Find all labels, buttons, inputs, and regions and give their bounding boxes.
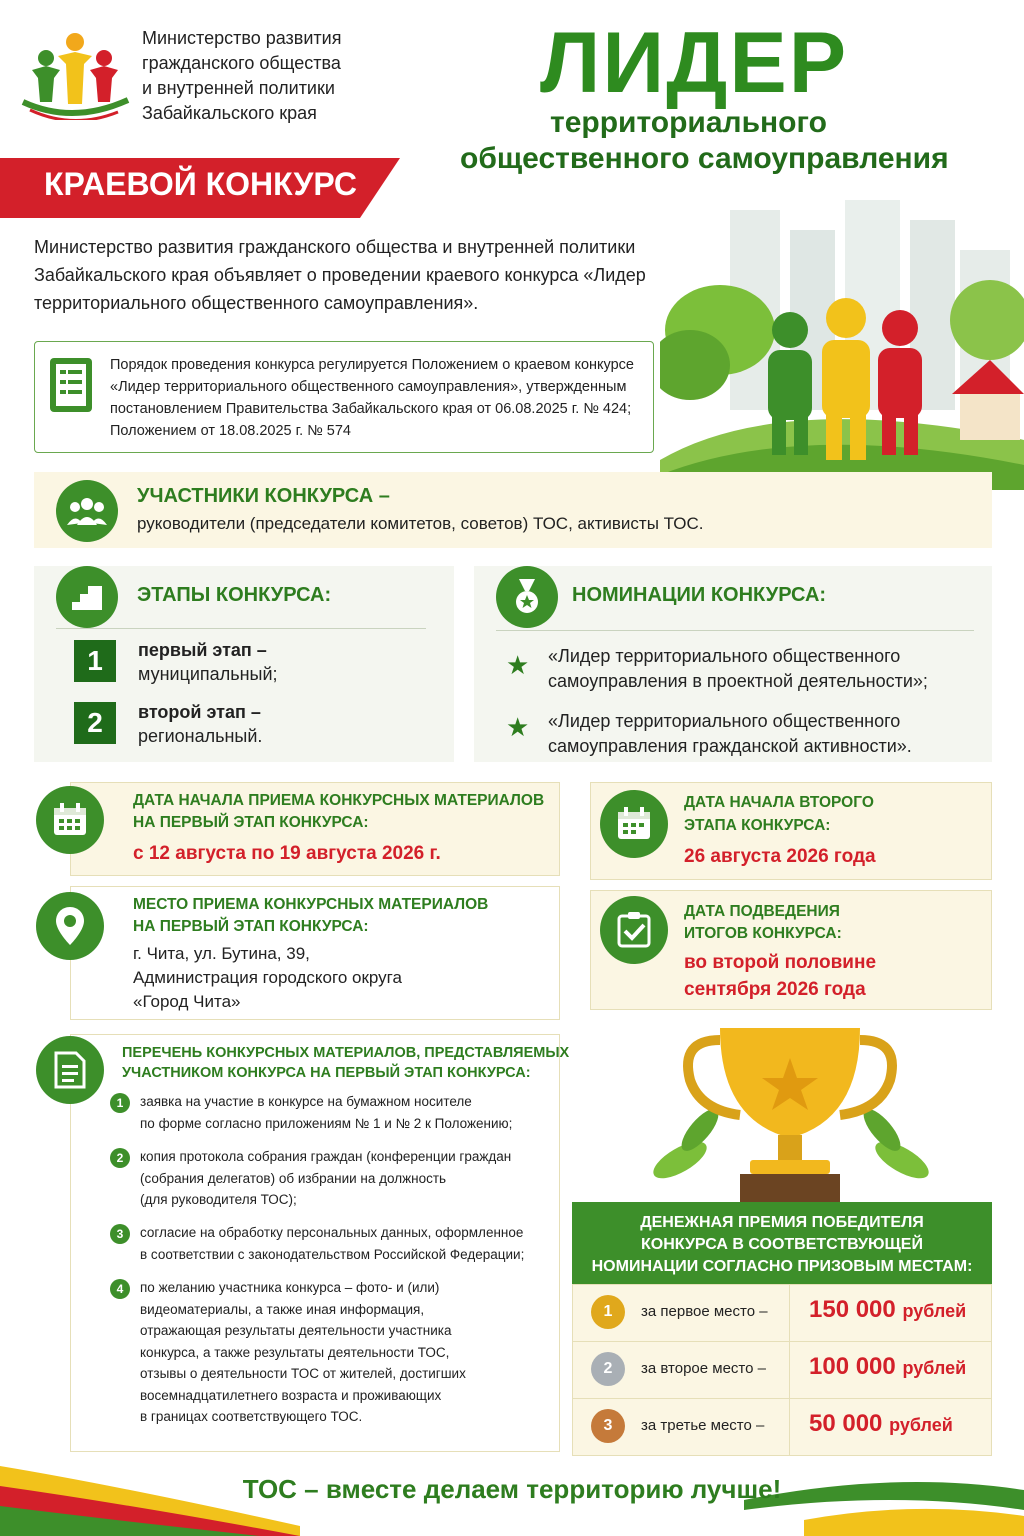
second-stage-heading-2: ЭТАПА КОНКУРСА: [684,817,831,834]
nomination-1-line1: «Лидер территориального общественного [548,646,901,666]
results-value-1: во второй половине [684,952,877,973]
page-title: ЛИДЕР [540,15,849,111]
nomination-1-line2: самоуправления в проектной деятельности»; [548,671,928,691]
prize-label: за третье место – [641,1417,765,1434]
material-number-1: 1 [110,1093,130,1113]
prize-heading: ДЕНЕЖНАЯ ПРЕМИЯ ПОБЕДИТЕЛЯ КОНКУРСА В СООТВЕТСТВУЮЩЕЙ НОМИНАЦИИ СОГЛАСНО ПРИЗОВЫМ МЕСТАМ: [572,1202,992,1284]
prize-row-1 [573,1285,991,1342]
place-address-3: «Город Чита» [133,992,241,1011]
location-pin-icon [36,892,104,960]
prize-row-2 [573,1342,991,1399]
participants-band [34,472,992,548]
calendar-icon [36,786,104,854]
stage-1-title: первый этап – [138,640,267,660]
material-number-4: 4 [110,1279,130,1299]
nomination-2-line1: «Лидер территориального общественного [548,711,901,731]
prize-label: за второе место – [641,1360,766,1377]
material-3: согласие на обработку персональных данных, оформленное в соответствии с законодательством Российской Федерации; [140,1225,525,1262]
stages-divider [56,628,426,629]
material-number-3: 3 [110,1224,130,1244]
materials-heading-1: ПЕРЕЧЕНЬ КОНКУРСНЫХ МАТЕРИАЛОВ, ПРЕДСТАВЛЯЕМЫХ [122,1045,570,1061]
start-date-heading-2: НА ПЕРВЫЙ ЭТАП КОНКУРСА: [133,814,369,831]
materials-heading-2: УЧАСТНИКОМ КОНКУРСА НА ПЕРВЫЙ ЭТАП КОНКУРСА: [122,1065,531,1081]
trophy-icon [640,1020,940,1206]
prize-amount: 150 000 рублей [809,1296,967,1323]
place-address-1: г. Чита, ул. Бутина, 39, [133,944,310,963]
stage-1-desc: муниципальный; [138,664,278,684]
start-date-value: с 12 августа по 19 августа 2026 г. [133,843,441,864]
results-heading-1: ДАТА ПОДВЕДЕНИЯ [684,903,840,920]
medal-icon [496,566,558,628]
document-icon [48,356,98,416]
nominations-heading: НОМИНАЦИИ КОНКУРСА: [572,584,827,606]
bronze-medal-icon: 3 [591,1409,625,1443]
silver-medal-icon: 2 [591,1352,625,1386]
ministry-name: Министерство развития гражданского общества и внутренней политики Забайкальского края [142,28,342,123]
place-heading-2: НА ПЕРВЫЙ ЭТАП КОНКУРСА: [133,918,369,935]
footer-slogan: ТОС – вместе делаем территорию лучше! [242,1474,782,1504]
prize-table [572,1284,992,1456]
document-list-icon [36,1036,104,1104]
page-subtitle-line2: общественного самоуправления [460,142,949,175]
city-illustration [660,190,1024,490]
place-heading-1: МЕСТО ПРИЕМА КОНКУРСНЫХ МАТЕРИАЛОВ [133,896,489,913]
start-date-heading-1: ДАТА НАЧАЛА ПРИЕМА КОНКУРСНЫХ МАТЕРИАЛОВ [133,792,545,809]
participants-text: руководители (председатели комитетов, советов) ТОС, активисты ТОС. [137,514,704,533]
participants-heading: УЧАСТНИКИ КОНКУРСА – [137,485,390,507]
group-icon [56,480,118,542]
page-subtitle-line1: территориального [550,106,827,139]
stage-2-title: второй этап – [138,702,261,722]
intro-text: Министерство развития гражданского общества и внутренней политики Забайкальского края объявляет о проведении краевого конкурса «Лидер территориального общественного самоуправления». [34,237,646,313]
prize-amount: 100 000 рублей [809,1353,967,1380]
ministry-logo [18,30,133,120]
prize-row-3 [573,1399,991,1456]
nomination-2-line2: самоуправления гражданской активности». [548,736,912,756]
material-number-2: 2 [110,1148,130,1168]
nominations-divider [496,630,974,631]
material-2: копия протокола собрания граждан (конференции граждан (собрания делегатов) об избрании на должность (для руководителя ТОС); [140,1149,512,1207]
checklist-icon [600,896,668,964]
place-address-2: Администрация городского округа [133,968,402,987]
regulation-text: Порядок проведения конкурса регулируется Положением о краевом конкурсе «Лидер территориального общественного самоуправления», утвержденным постановлением Правительства Забайкальского края от 06.08.2025 г. № 424; Положением от 18.08.2025 г. № 574 [110,357,634,439]
star-icon: ★ [506,712,530,742]
prize-amount: 50 000 рублей [809,1410,953,1437]
results-heading-2: ИТОГОВ КОНКУРСА: [684,925,842,942]
stage-2-desc: региональный. [138,726,263,746]
prize-label: за первое место – [641,1303,768,1320]
second-stage-heading-1: ДАТА НАЧАЛА ВТОРОГО [684,794,874,811]
material-4: по желанию участника конкурса – фото- и (или) видеоматериалы, а также иная информация, отражающая результаты деятельности участника конкурса, а также результаты деятельности ТОС, отзывы о деятельности ТОС от жителей, достигших восемнадцатилетнего возраста и проживающих в границах соответствующего ТОС. [140,1280,466,1424]
second-stage-value: 26 августа 2026 года [684,846,876,867]
star-icon: ★ [506,650,530,680]
gold-medal-icon: 1 [591,1295,625,1329]
contest-banner-label: КРАЕВОЙ КОНКУРС [44,166,358,202]
calendar-icon [600,790,668,858]
stage-number-1: 1 [74,640,116,682]
material-1: заявка на участие в конкурсе на бумажном носителе по форме согласно приложениям № 1 и № 2 к Положению; [140,1094,513,1131]
results-value-2: сентября 2026 года [684,979,866,1000]
stages-heading: ЭТАПЫ КОНКУРСА: [137,584,332,606]
stairs-icon [56,566,118,628]
stage-number-2: 2 [74,702,116,744]
